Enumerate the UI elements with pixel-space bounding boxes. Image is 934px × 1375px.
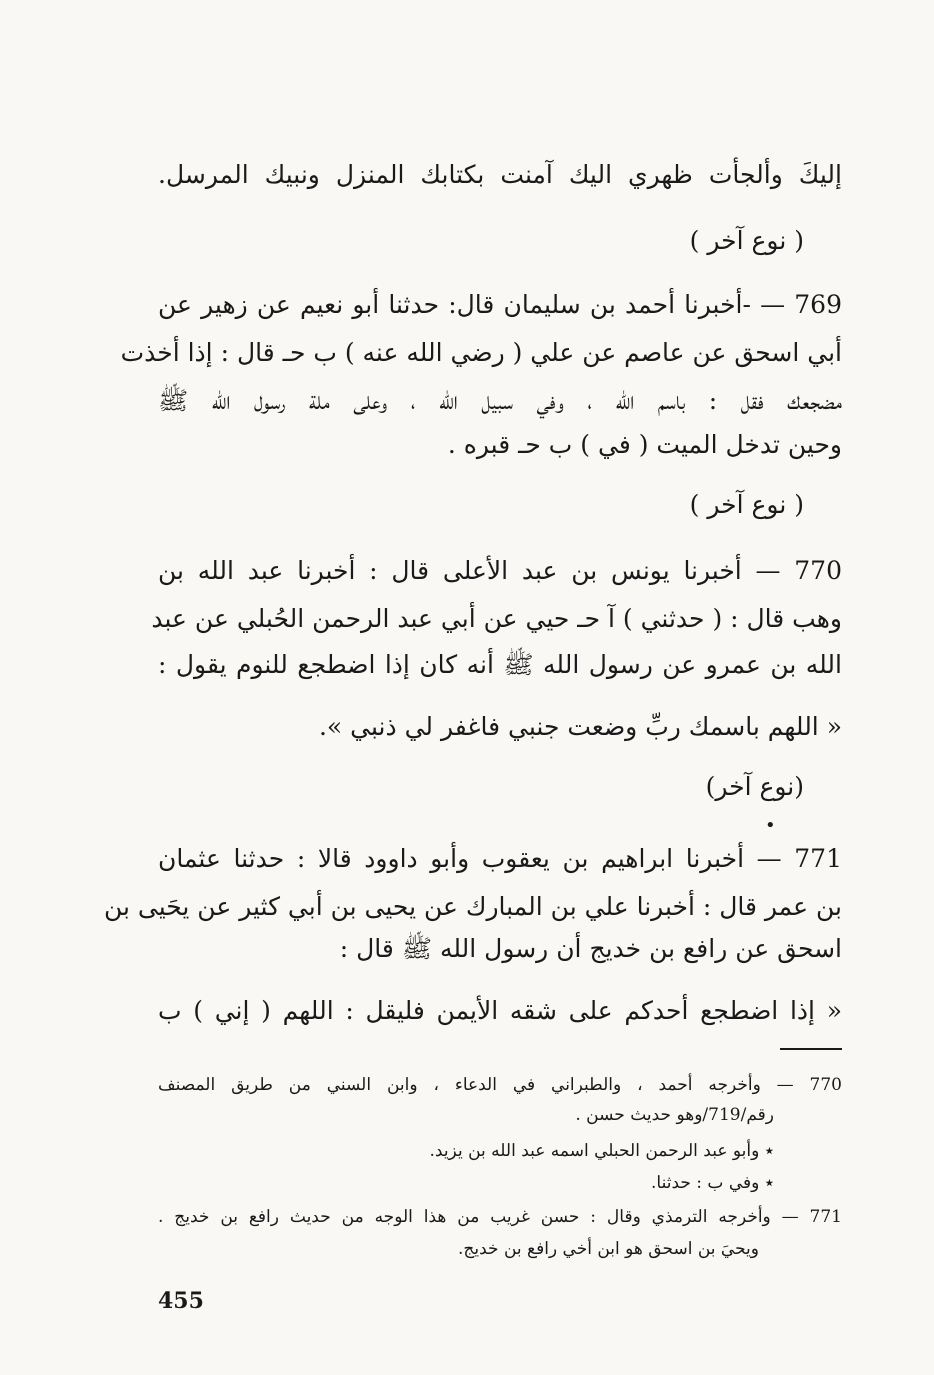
- section-heading: ( نوع آخر ): [689, 226, 804, 255]
- hadith-771-line-1: 771 — أخبرنا ابراهيم بن يعقوب وأبو داوود قالا : حدثنا عثمان: [158, 844, 842, 873]
- hadith-769-line-1: 769 — -أخبرنا أحمد بن سليمان قال: حدثنا أبو نعيم عن زهير عن: [158, 290, 842, 319]
- text-line-continuation: إليكَ وألجأت ظهري اليك آمنت بكتابك المنزل ونبيك المرسل.: [158, 160, 842, 189]
- hadith-770-dua: « اللهم باسمك ربِّ وضعت جنبي فاغفر لي ذنبي ».: [318, 712, 842, 741]
- footnote-770-cont: رقم/719/وهو حديث حسن .: [575, 1105, 774, 1125]
- hadith-770-line-3: الله بن عمرو عن رسول الله ﷺ أنه كان إذا اضطجع للنوم يقول :: [158, 650, 842, 679]
- hadith-770-line-1: 770 — أخبرنا يونس بن عبد الأعلى قال : أخبرنا عبد الله بن: [158, 556, 842, 585]
- hadith-771-line-3: اسحق عن رافع بن خديج أن رسول الله ﷺ قال :: [339, 934, 842, 963]
- hadith-771-line-2: بن عمر قال : أخبرنا علي بن المبارك عن يحيى بن أبي كثير عن يحَيى بن: [103, 892, 842, 921]
- hadith-769-line-4: وحين تدخل الميت ( في ) ب حـ قبره .: [447, 430, 842, 459]
- footnote-note: ٭ وفي ب : حدثنا.: [651, 1173, 774, 1193]
- section-heading: (نوع آخر): [705, 772, 804, 801]
- hadith-769-line-2: أبي اسحق عن عاصم عن علي ( رضي الله عنه ) ب حـ قال : إذا أخذت: [120, 338, 842, 367]
- footnote-771: 771 — وأخرجه الترمذي وقال : حسن غريب من هذا الوجه من حديث رافع بن خديج .: [158, 1207, 842, 1227]
- hadith-769-line-3: مضجعك فقل : باسم الله ، وفي سبيل الله ، وعلى ملة رسول الله ﷺ: [158, 386, 842, 415]
- section-heading: ( نوع آخر ): [689, 490, 804, 519]
- footnote-770: 770 — وأخرجه أحمد ، والطبراني في الدعاء ، وابن السني من طريق المصنف: [158, 1075, 842, 1095]
- hadith-771-line-4: « إذا اضطجع أحدكم على شقه الأيمن فليقل : اللهم ( إني ) ب: [158, 996, 842, 1025]
- dot-mark: •: [765, 815, 776, 836]
- footnote-771-cont: ويحيَ بن اسحق هو ابن أخي رافع بن خديج.: [458, 1239, 759, 1259]
- footnote-note: ٭ وأبو عبد الرحمن الحبلي اسمه عبد الله بن يزيد.: [429, 1141, 774, 1161]
- hadith-770-line-2: وهب قال : ( حدثني ) آ حـ حيي عن أبي عبد الرحمن الحُبلي عن عبد: [151, 604, 842, 633]
- page-number: 455: [158, 1288, 204, 1314]
- footnote-divider: [780, 1048, 842, 1050]
